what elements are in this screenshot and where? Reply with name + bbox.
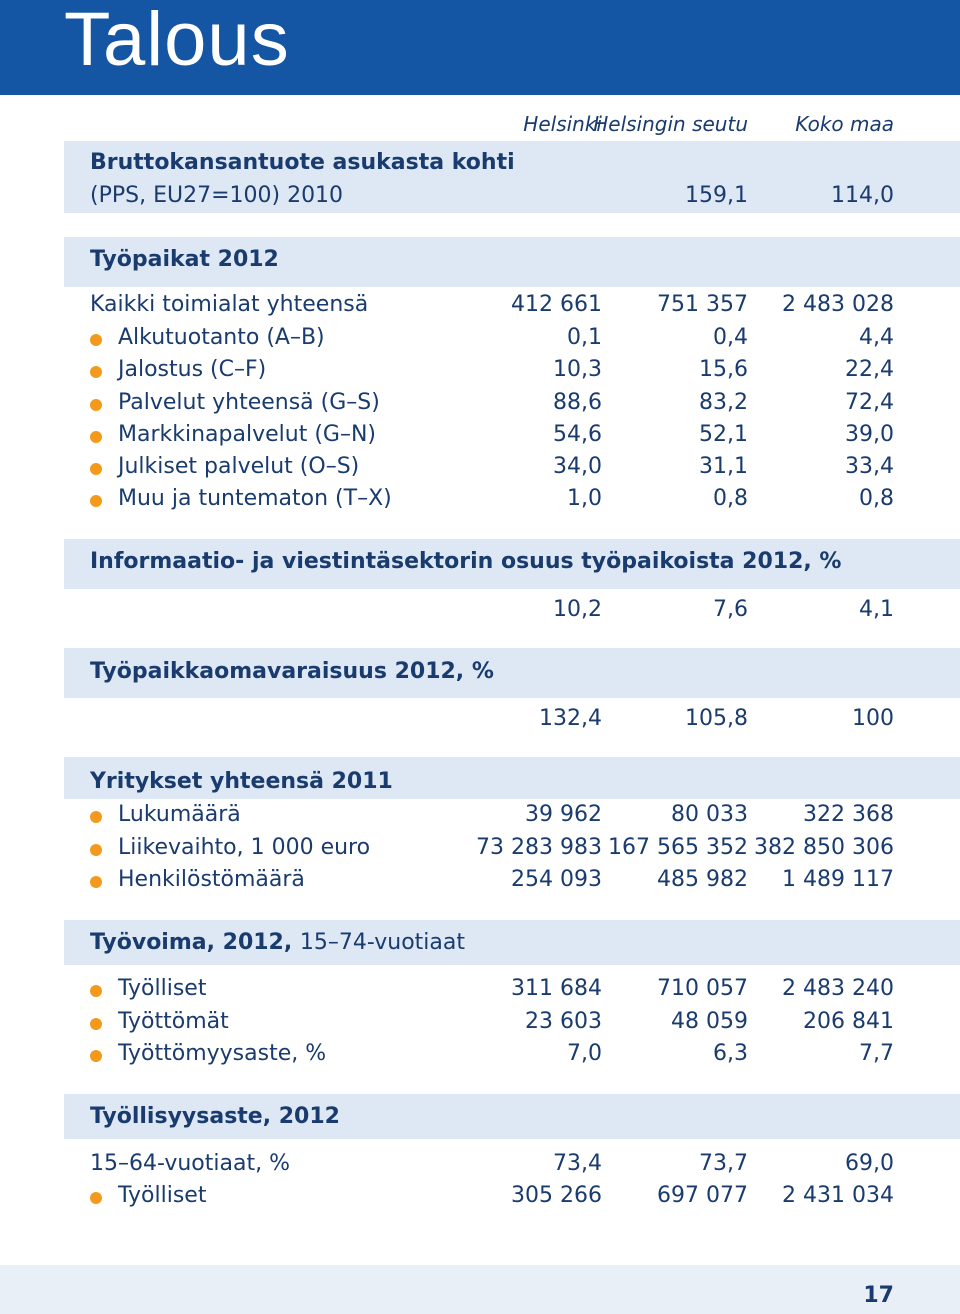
value-helsingin-seutu: 710 057 (657, 976, 748, 1001)
labour-row-label: Työttömät (118, 1009, 229, 1034)
value-koko-maa: 382 850 306 (754, 835, 894, 860)
employment-rate-row-label: 15–64-vuotiaat, % (90, 1151, 290, 1176)
value-koko-maa: 2 483 028 (782, 292, 894, 317)
companies-row (0, 802, 960, 834)
self-sufficiency-title: Työpaikkaomavaraisuus 2012, % (90, 659, 494, 684)
value-helsingin-seutu: 105,8 (685, 706, 748, 731)
value-koko-maa: 2 483 240 (782, 976, 894, 1001)
value-helsinki: 34,0 (553, 454, 602, 479)
ict-row (0, 597, 960, 629)
value-koko-maa: 4,4 (859, 325, 894, 350)
jobs-row-label: Muu ja tuntematon (T–X) (118, 486, 392, 511)
value-koko-maa: 206 841 (803, 1009, 894, 1034)
value-helsinki: 132,4 (539, 706, 602, 731)
jobs-row (0, 422, 960, 454)
value-helsingin-seutu: 15,6 (699, 357, 748, 382)
value-koko-maa: 4,1 (859, 597, 894, 622)
labour-title-main: Työvoima, 2012, (90, 930, 293, 955)
value-koko-maa: 100 (852, 706, 894, 731)
value-helsingin-seutu: 48 059 (671, 1009, 748, 1034)
companies-row-label: Henkilöstömäärä (118, 867, 305, 892)
gdp-koko-maa: 114,0 (831, 183, 894, 208)
value-helsingin-seutu: 83,2 (699, 390, 748, 415)
companies-row-label: Lukumäärä (118, 802, 241, 827)
value-helsinki: 311 684 (511, 976, 602, 1001)
bullet-icon (90, 1050, 102, 1062)
bullet-icon (90, 399, 102, 411)
value-koko-maa: 1 489 117 (782, 867, 894, 892)
value-helsingin-seutu: 7,6 (713, 597, 748, 622)
value-koko-maa: 72,4 (845, 390, 894, 415)
labour-title-age: 15–74-vuotiaat (299, 930, 465, 955)
companies-title: Yritykset yhteensä 2011 (90, 769, 393, 794)
value-koko-maa: 33,4 (845, 454, 894, 479)
jobs-row-label: Palvelut yhteensä (G–S) (118, 390, 380, 415)
footer-band (0, 1265, 960, 1314)
jobs-row (0, 454, 960, 486)
companies-row (0, 867, 960, 899)
bullet-icon (90, 844, 102, 856)
labour-row-label: Työlliset (118, 976, 207, 1001)
jobs-row (0, 357, 960, 389)
jobs-row-label: Markkinapalvelut (G–N) (118, 422, 376, 447)
gdp-row (0, 183, 960, 215)
jobs-row-label: Julkiset palvelut (O–S) (118, 454, 360, 479)
jobs-row (0, 325, 960, 357)
value-helsinki: 73,4 (553, 1151, 602, 1176)
jobs-row-label: Alkutuotanto (A–B) (118, 325, 325, 350)
bullet-icon (90, 495, 102, 507)
labour-row-label: Työttömyysaste, % (118, 1041, 327, 1066)
bullet-icon (90, 876, 102, 888)
ict-title: Informaatio- ja viestintäsektorin osuus työpaikoista 2012, % (90, 549, 842, 574)
value-helsinki: 0,1 (567, 325, 602, 350)
jobs-row (0, 486, 960, 518)
jobs-row (0, 292, 960, 324)
value-koko-maa: 322 368 (803, 802, 894, 827)
value-helsinki: 23 603 (525, 1009, 602, 1034)
value-helsinki: 412 661 (511, 292, 602, 317)
page-number: 17 (863, 1283, 894, 1308)
labour-row (0, 976, 960, 1008)
employment-rate-row-label: Työlliset (118, 1183, 207, 1208)
value-koko-maa: 39,0 (845, 422, 894, 447)
value-helsinki: 305 266 (511, 1183, 602, 1208)
jobs-row (0, 390, 960, 422)
column-header-helsinki: Helsinki (523, 112, 602, 136)
value-helsingin-seutu: 31,1 (699, 454, 748, 479)
column-header-helsingin-seutu: Helsingin seutu (593, 112, 748, 136)
labour-row (0, 1009, 960, 1041)
value-helsingin-seutu: 52,1 (699, 422, 748, 447)
value-helsinki: 88,6 (553, 390, 602, 415)
value-helsingin-seutu: 697 077 (657, 1183, 748, 1208)
bullet-icon (90, 431, 102, 443)
jobs-row-label: Kaikki toimialat yhteensä (90, 292, 369, 317)
value-koko-maa: 7,7 (859, 1041, 894, 1066)
bullet-icon (90, 1018, 102, 1030)
value-helsingin-seutu: 0,4 (713, 325, 748, 350)
value-helsingin-seutu: 6,3 (713, 1041, 748, 1066)
jobs-title: Työpaikat 2012 (90, 247, 279, 272)
gdp-helsingin-seutu: 159,1 (685, 183, 748, 208)
employment-rate-row (0, 1151, 960, 1183)
title-bar (0, 0, 960, 95)
value-koko-maa: 2 431 034 (782, 1183, 894, 1208)
jobs-row-label: Jalostus (C–F) (118, 357, 267, 382)
bullet-icon (90, 334, 102, 346)
labour-row (0, 1041, 960, 1073)
value-helsingin-seutu: 167 565 352 (608, 835, 748, 860)
value-koko-maa: 69,0 (845, 1151, 894, 1176)
value-helsinki: 10,3 (553, 357, 602, 382)
page-title: Talous (64, 0, 290, 82)
value-helsingin-seutu: 0,8 (713, 486, 748, 511)
self-sufficiency-row (0, 706, 960, 738)
value-helsingin-seutu: 73,7 (699, 1151, 748, 1176)
value-helsingin-seutu: 751 357 (657, 292, 748, 317)
column-header-koko-maa: Koko maa (795, 112, 894, 136)
bullet-icon (90, 811, 102, 823)
value-helsinki: 254 093 (511, 867, 602, 892)
value-helsinki: 7,0 (567, 1041, 602, 1066)
companies-row (0, 835, 960, 867)
value-helsinki: 54,6 (553, 422, 602, 447)
value-helsingin-seutu: 485 982 (657, 867, 748, 892)
employment-rate-row (0, 1183, 960, 1215)
companies-row-label: Liikevaihto, 1 000 euro (118, 835, 371, 860)
bullet-icon (90, 366, 102, 378)
employment-rate-title: Työllisyysaste, 2012 (90, 1104, 340, 1129)
value-helsinki: 39 962 (525, 802, 602, 827)
gdp-label: (PPS, EU27=100) 2010 (90, 183, 344, 208)
gdp-title: Bruttokansantuote asukasta kohti (90, 150, 515, 175)
value-helsinki: 10,2 (553, 597, 602, 622)
value-helsinki: 73 283 983 (476, 835, 602, 860)
value-helsingin-seutu: 80 033 (671, 802, 748, 827)
bullet-icon (90, 463, 102, 475)
bullet-icon (90, 985, 102, 997)
labour-title (90, 930, 465, 955)
bullet-icon (90, 1192, 102, 1204)
value-helsinki: 1,0 (567, 486, 602, 511)
value-koko-maa: 0,8 (859, 486, 894, 511)
value-koko-maa: 22,4 (845, 357, 894, 382)
